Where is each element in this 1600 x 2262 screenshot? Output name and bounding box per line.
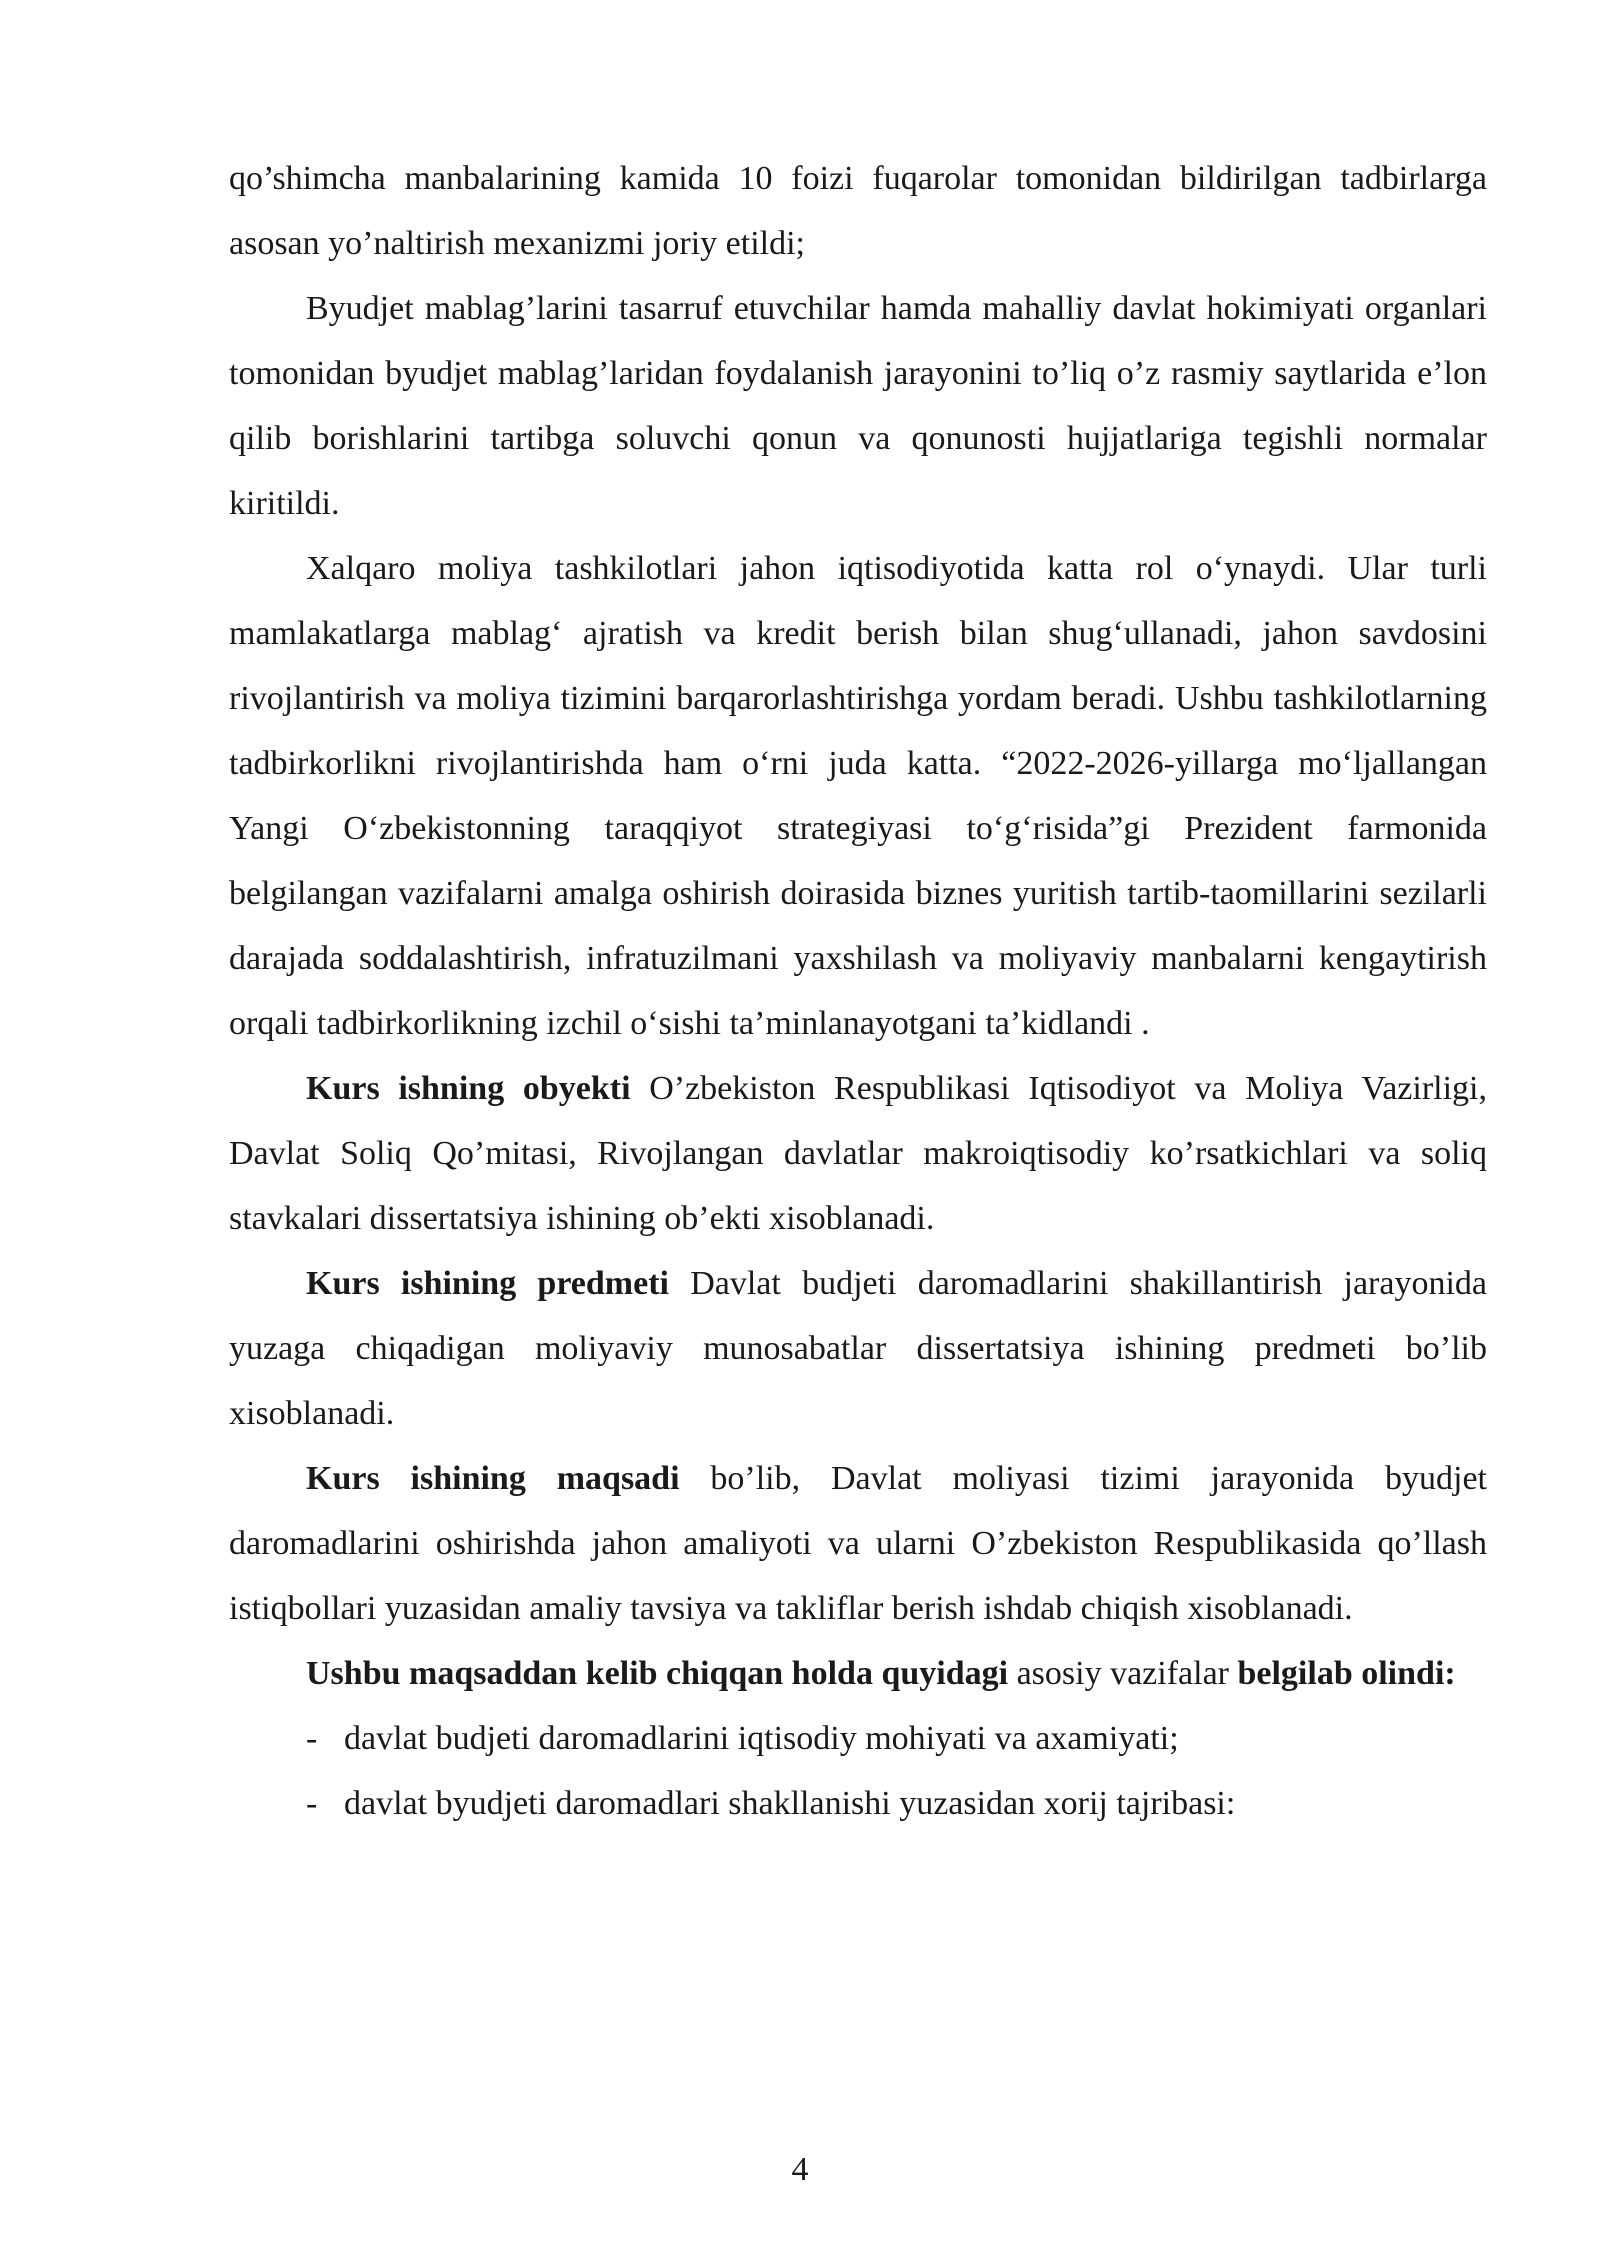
paragraph-tasks-intro [229, 1641, 1487, 1706]
paragraph-international-finance: Xalqaro moliya tashkilotlari jahon iqtisodiyotida katta rol o‘ynaydi. Ular turli mamlakatlarga mablag‘ ajratish va kredit berish bilan shug‘ullanadi, jahon savdosini rivojlantirish va moliya tizimini barqarorlashtirishga yordam beradi. Ushbu tashkilotlarning tadbirkorlikni rivojlantirishda ham o‘rni juda katta. “2022-2026-yillarga mo‘ljallangan Yangi O‘zbekistonning taraqqiyot strategiyasi to‘g‘risida”gi Prezident farmonida belgilangan vazifalarni amalga oshirish doirasida biznes yuritish tartib-taomillarini sezilarli darajada soddalashtirish, infratuzilmani yaxshilash va moliyaviy manbalarni kengaytirish orqali tadbirkorlikning izchil o‘sishi ta’minlanayotgani ta’kidlandi . [229, 550, 1487, 1042]
paragraph-course-subject [229, 1251, 1487, 1446]
task-list-item [229, 1771, 1487, 1836]
course-goal-heading: Kurs ishining maqsadi [306, 1460, 680, 1497]
paragraph-course-goal [229, 1446, 1487, 1641]
course-subject-text: Davlat budjeti daromadlarini shakillantirish jarayonida yuzaga chiqadigan moliyaviy munosabatlar dissertatsiya ishining predmeti bo’lib xisoblanadi. [229, 1265, 1487, 1432]
course-goal-text: bo’lib, Davlat moliyasi tizimi jarayonida byudjet daromadlarini oshirishda jahon amaliyoti va ularni O’zbekiston Respublikasida qo’llash istiqbollari yuzasidan amaliy tavsiya va takliflar berish ishdab chiqish xisoblanadi. [229, 1460, 1488, 1627]
page-number: 4 [791, 2151, 809, 2188]
list-dash: - [306, 1720, 318, 1757]
list-dash: - [306, 1785, 318, 1822]
paragraph-continuation: qo’shimcha manbalarining kamida 10 foizi fuqarolar tomonidan bildirilgan tadbirlarga asosan yo’naltirish mexanizmi joriy etildi; [229, 160, 1487, 262]
course-subject-heading: Kurs ishining predmeti [306, 1265, 669, 1302]
task-list [229, 1706, 1487, 1836]
paragraph-course-object [229, 1056, 1487, 1251]
paragraph-budget-transparency: Byudjet mablag’larini tasarruf etuvchilar hamda mahalliy davlat hokimiyati organlari tomonidan byudjet mablag’laridan foydalanish jarayonini to’liq o’z rasmiy saytlarida e’lon qilib borishlarini tartibga soluvchi qonun va qonunosti hujjatlariga tegishli normalar kiritildi. [229, 290, 1487, 522]
tasks-intro-text: asosiy vazifalar [1008, 1655, 1238, 1692]
document-page [229, 146, 1487, 1836]
task-list-item-text: davlat byudjeti daromadlari shakllanishi yuzasidan xorij tajribasi: [344, 1785, 1236, 1822]
task-list-item [229, 1706, 1487, 1771]
course-object-heading: Kurs ishning obyekti [306, 1070, 631, 1107]
course-object-text: O’zbekiston Respublikasi Iqtisodiyot va Moliya Vazirligi, Davlat Soliq Qo’mitasi, Rivojlangan davlatlar makroiqtisodiy ko’rsatkichlari va soliq stavkalari dissertatsiya ishining ob’ekti xisoblanadi. [229, 1070, 1487, 1237]
tasks-intro-bold-end: belgilab olindi: [1237, 1655, 1456, 1692]
tasks-intro-bold-start: Ushbu maqsaddan kelib chiqqan holda quyidagi [306, 1655, 1009, 1692]
task-list-item-text: davlat budjeti daromadlarini iqtisodiy mohiyati va axamiyati; [344, 1720, 1179, 1757]
